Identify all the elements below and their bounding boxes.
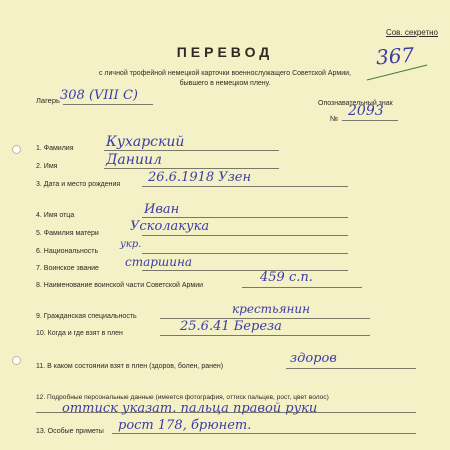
- punch-hole: [12, 145, 21, 154]
- field-rank: 7. Воинское звание: [36, 265, 99, 272]
- field-father-name: 4. Имя отца: [36, 212, 74, 219]
- camp-label: Лагерь: [36, 96, 60, 105]
- handwritten-file-number: 367: [375, 42, 415, 70]
- document-subtitle: с личной трофейной немецкой карточки военнослужащего Советской Армии, бывшего в немецком плену.: [98, 70, 352, 87]
- field-first-name: 2. Имя: [36, 163, 57, 170]
- field-nationality: 6. Национальность: [36, 248, 98, 255]
- id-mark-label: Опознавательный знак: [318, 100, 393, 107]
- first-name-value: Даниил: [106, 152, 162, 168]
- father-name-value: Иван: [144, 202, 180, 217]
- secret-label: Сов. секретно: [385, 28, 438, 37]
- surname-value: Кухарский: [106, 134, 185, 150]
- military-unit-value: 459 с.п.: [260, 270, 313, 285]
- nationality-value: укр.: [120, 239, 142, 250]
- field-mother-surname: 5. Фамилия матери: [36, 230, 99, 237]
- field-capture-condition: 11. В каком состоянии взят в плен (здоров, болен, ранен): [36, 363, 223, 370]
- birth-value: 26.6.1918 Узен: [148, 170, 252, 185]
- civil-specialty-value: крестьянин: [232, 302, 311, 316]
- mother-surname-value: Усколакука: [130, 219, 210, 234]
- capture-value: 25.6.41 Береза: [180, 319, 282, 334]
- document-title: ПЕРЕВОД: [176, 44, 274, 60]
- field-surname: 1. Фамилия: [36, 145, 74, 152]
- id-number-field: №: [330, 114, 398, 123]
- field-civil-specialty: 9. Гражданская специальность: [36, 313, 137, 320]
- camp-value: 308 (VIII C): [60, 88, 138, 103]
- field-birth: 3. Дата и место рождения: [36, 181, 120, 188]
- personal-data-value: оттиск указат. пальца правой руки: [62, 401, 318, 416]
- field-personal-data: 12. Подробные персональные данные (имеется фотография, оттиск пальцев, рост, цвет волос): [36, 394, 329, 401]
- field-special-marks: 13. Особые приметы: [36, 428, 104, 435]
- capture-condition-value: здоров: [290, 351, 337, 366]
- rank-value: старшина: [125, 255, 193, 269]
- field-capture: 10. Когда и где взят в плен: [36, 330, 123, 337]
- field-military-unit: 8. Наименование воинской части Советской Армии: [36, 282, 203, 289]
- punch-hole: [12, 356, 21, 365]
- id-number-value: 2093: [348, 103, 384, 119]
- special-marks-value: рост 178, брюнет.: [118, 418, 252, 433]
